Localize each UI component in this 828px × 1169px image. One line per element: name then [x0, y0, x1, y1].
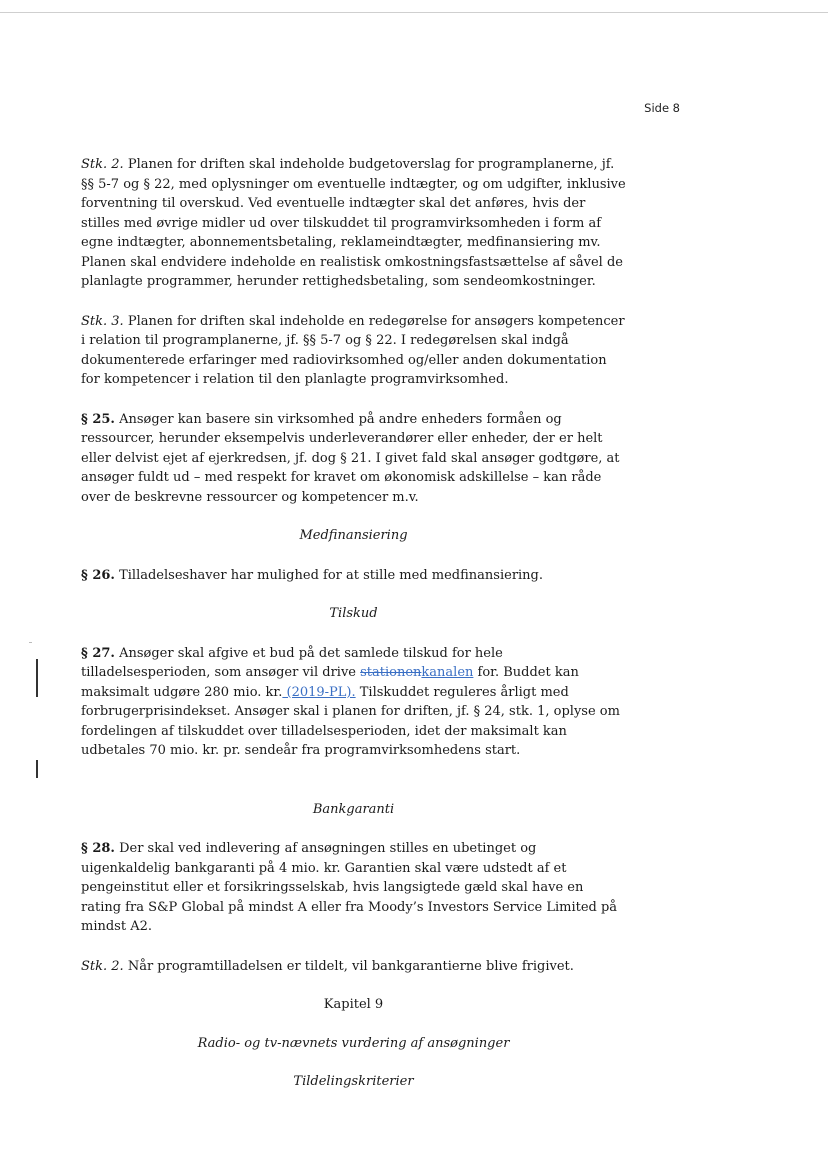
paragraph-text: Når programtilladelsen er tildelt, vil bankgarantierne blive frigivet.	[123, 958, 574, 974]
paragraph-lead: Stk. 2.	[81, 958, 124, 974]
change-bar	[36, 760, 38, 778]
paragraph-stk2-28	[81, 957, 626, 977]
heading-medfinansiering: Medfinansiering	[299, 528, 408, 543]
document-body	[81, 155, 626, 1092]
paragraph-section-26	[81, 566, 626, 586]
section-number: § 28.	[81, 841, 115, 856]
heading-bankgaranti: Bankgaranti	[312, 801, 395, 817]
section-number: § 26.	[81, 567, 115, 583]
deleted-text: stationen	[360, 665, 422, 680]
heading-kapitel: Kapitel 9	[323, 997, 384, 1012]
section-number: § 27.	[81, 645, 115, 661]
paragraph-text: Tilladelseshaver har mulighed for at stille med medfinansiering.	[114, 567, 544, 583]
paragraph-text: Tilskuddet reguleres årligt med forbrugerprisindekset. Ansøger skal i planen for driften, jf. § 24, stk. 1, oplyse om fordelingen af tilskuddet over tilladelsesperioden, idet der maksimalt kan udbetales 70 mio. kr. pr. sendeår fra programvirksomhedens start.	[81, 684, 620, 758]
page-number: Side 8	[644, 101, 680, 115]
paragraph-stk3	[81, 312, 626, 390]
paragraph-section-28	[81, 839, 626, 937]
inserted-text: kanalen	[421, 665, 474, 680]
paragraph-text: Ansøger kan basere sin virksomhed på andre enheders formåen og ressourcer, herunder eksempelvis underleverandører eller enheder, der er helt eller delvist ejet af ejerkredsen, jf. dog § 21. I givet fald skal ansøger godtgøre, at ansøger fuldt ud – med respekt for kravet om økonomisk adskillelse – kan råde over de beskrevne ressourcer og kompetencer m.v.	[81, 411, 620, 505]
change-bar	[36, 659, 38, 697]
paragraph-lead: Stk. 2.	[81, 157, 124, 172]
paragraph-section-27	[81, 644, 626, 761]
paragraph-text: Der skal ved indlevering af ansøgningen stilles en ubetinget og uigenkaldelig bankgaranti på 4 mio. kr. Garantien skal være udstedt af et pengeinstitut eller et forsikringsselskab, hvis langsigtede gæld skal have en rating fra S&P Global på mindst A eller fra Moody’s Investors Service Limited på mindst A2.	[81, 841, 618, 934]
paragraph-lead: Stk. 3.	[81, 313, 124, 329]
paragraph-text: for. Buddet kan maksimalt udgøre 280 mio. kr.	[81, 665, 579, 700]
paragraph-stk2	[81, 155, 626, 292]
paragraph-section-25	[81, 410, 626, 508]
scan-mark	[29, 642, 32, 643]
heading-tildelingskriterier: Tildelingskriterier	[293, 1074, 414, 1089]
section-number: § 25.	[81, 411, 115, 427]
paragraph-text: Planen for driften skal indeholde budgetoverslag for programplanerne, jf. §§ 5-7 og § 22, med oplysninger om eventuelle indtægter, og om udgifter, inklusive forventning til overskud. Ved eventuelle indtægter skal det anføres, hvis der stilles med øvrige midler ud over tilskuddet til programvirksomheden i form af egne indtægter, abonnementsbetaling, reklameindtægter, medfinansiering mv. Planen skal endvidere indeholde en realistisk omkostningsfastsættelse af såvel de planlagte programmer, herunder rettighedsbetaling, som sendeomkostninger.	[81, 157, 626, 289]
heading-tilskud: Tilskud	[329, 606, 378, 621]
top-divider	[0, 12, 828, 13]
inserted-text: (2019-PL).	[282, 684, 356, 700]
paragraph-text: Ansøger skal afgive et bud på det samlede tilskud for hele tilladelsesperioden, som ansøger vil drive	[81, 645, 503, 680]
heading-vurdering: Radio- og tv-nævnets vurdering af ansøgninger	[197, 1035, 510, 1051]
paragraph-text: Planen for driften skal indeholde en redegørelse for ansøgers kompetencer i relation til programplanerne, jf. §§ 5-7 og § 22. I redegørelsen skal indgå dokumenterede erfaringer med radiovirksomhed og/eller anden dokumentation for kompetencer i relation til den planlagte programvirksomhed.	[81, 313, 625, 387]
